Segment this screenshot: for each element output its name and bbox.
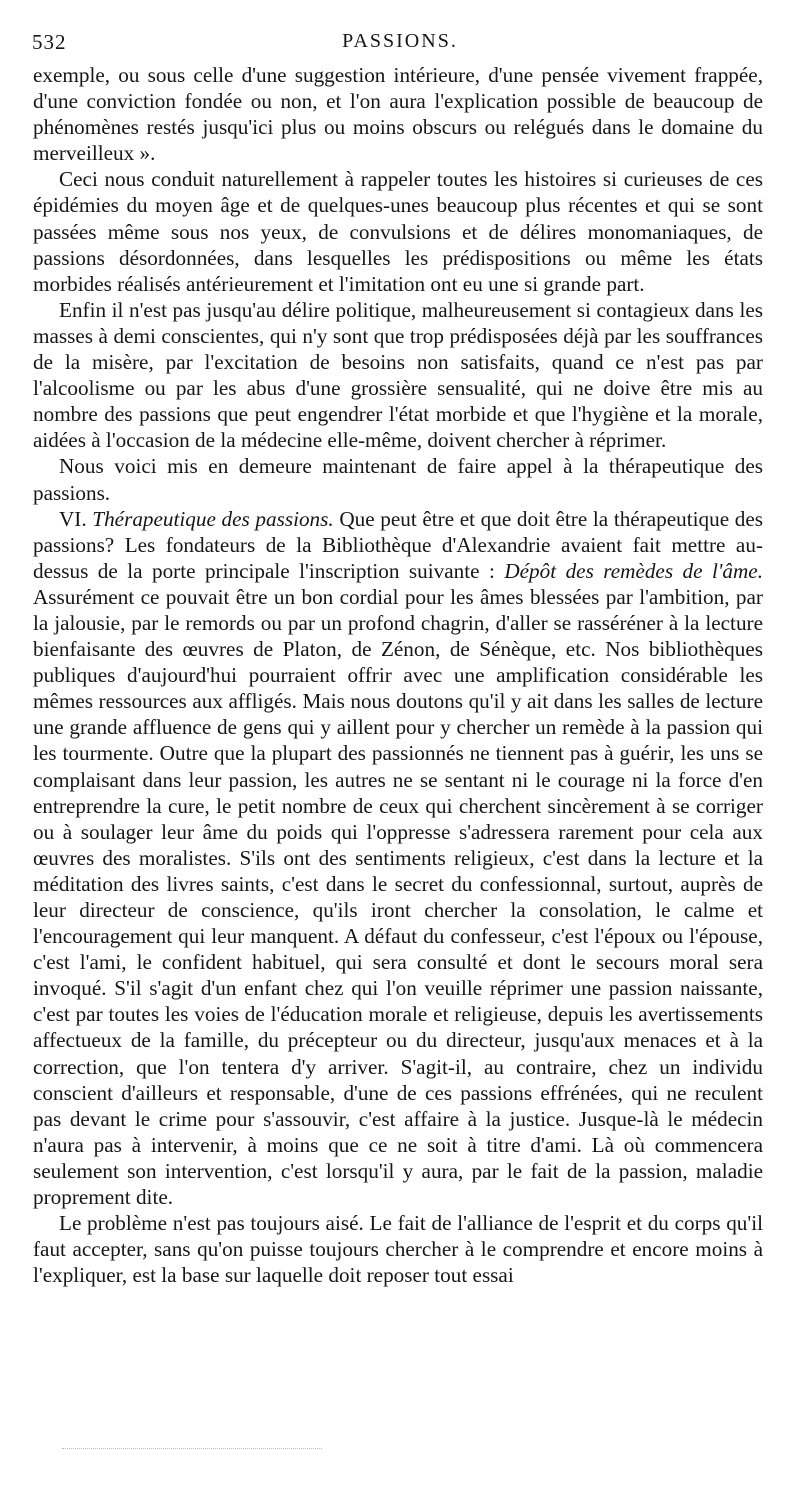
paragraph-continuation: exemple, ou sous celle d'une suggestion intérieure, d'une pensée vivement frappée, d'une conviction fondée ou non, et l'on aura l'explication possible de beaucoup de phénomènes restés jusqu'ici plus ou moins obscurs ou relégués dans le domaine du merveilleux ».	[33, 63, 763, 166]
section-number: VI.	[59, 506, 87, 531]
page-number: 532	[32, 30, 67, 54]
running-head	[32, 30, 768, 56]
paragraph-problem: Le problème n'est pas toujours aisé. Le fait de l'alliance de l'esprit et du corps qu'il faut accepter, sans qu'on puisse toujours chercher à le comprendre et encore moins à l'expliquer, est la base sur laquelle doit reposer tout essai	[33, 1211, 763, 1288]
paragraph-transition: Nous voici mis en demeure maintenant de faire appel à la thérapeutique des passions.	[33, 454, 763, 505]
paragraph-section-vi	[33, 506, 763, 1211]
footer-rule	[62, 1448, 322, 1451]
inscription-quote: Dépôt des remèdes de l'âme.	[504, 558, 764, 583]
section-text-intro: Que peut être et que doit être la thérapeutique des passions? Les fondateurs de la Bibliothèque d'Alexandrie avaient fait mettre au-dessus de la porte principale l'inscription suivante :	[33, 506, 763, 583]
paragraph-political-delirium: Enfin il n'est pas jusqu'au délire politique, malheureusement si contagieux dans les masses à demi conscientes, qui n'y sont que trop prédisposées déjà par les souffrances de la misère, par l'excitation de besoins non satisfaits, quand ce n'est pas par l'alcoolisme ou par les abus d'une grossière sensualité, qui ne doive être mis au nombre des passions que peut engendrer l'état morbide et que l'hygiène et la morale, aidées à l'occasion de la médecine elle-même, doivent chercher à réprimer.	[33, 297, 763, 453]
paragraph-epidemics: Ceci nous conduit naturellement à rappeler toutes les histoires si curieuses de ces épidémies du moyen âge et de quelques-unes beaucoup plus récentes et qui se sont passées même sous nos yeux, de convulsions et de délires monomaniaques, de passions désordonnées, dans lesquelles les prédispositions ou même les états morbides réalisés antérieurement et l'imitation ont eu une si grande part.	[33, 167, 763, 296]
body-text	[33, 62, 763, 1288]
running-title: PASSIONS.	[342, 30, 458, 52]
section-text-body: Assurément ce pouvait être un bon cordial pour les âmes blessées par l'ambition, par la jalousie, par le remords ou par un profond chagrin, d'aller se rasséréner à la lecture bienfaisante des œuvres de Platon, de Zénon, de Sénèque, etc. Nos bibliothèques publiques d'aujourd'hui pourraient offrir avec une amplification considérable les mêmes ressources aux affligés. Mais nous doutons qu'il y ait dans les salles de lecture une grande affluence de gens qui y aillent pour y chercher un remède à la passion qui les tourmente. Outre que la plupart des passionnés ne tiennent pas à guérir, les uns se complaisant dans leur passion, les autres ne se sentant ni le courage ni la force d'en entreprendre la cure, le petit nombre de ceux qui cherchent sincèrement à se corriger ou à soulager leur âme du poids qui l'oppresse s'adressera rarement pour cela aux œuvres des moralistes. S'ils ont des sentiments religieux, c'est dans la lecture et la méditation des livres saints, c'est dans le secret du confessionnal, surtout, auprès de leur directeur de conscience, qu'ils iront chercher la consolation, le calme et l'encouragement qui leur manquent. A défaut du confesseur, c'est l'époux ou l'épouse, c'est l'ami, le confident habituel, qui sera consulté et dont le secours moral sera invoqué. S'il s'agit d'un enfant chez qui l'on veuille réprimer une passion naissante, c'est par toutes les voies de l'éducation morale et religieuse, depuis les avertissements affectueux de la famille, du précepteur ou du directeur, jusqu'aux menaces et à la correction, que l'on tentera d'y arriver. S'agit-il, au contraire, chez un individu conscient d'ailleurs et responsable, d'une de ces passions effrénées, qui ne reculent pas devant le crime pour s'assouvir, c'est affaire à la justice. Jusque-là le médecin n'aura pas à intervenir, à moins que ce ne soit à titre d'ami. Là où commencera seulement son intervention, c'est lorsqu'il y aura, par le fait de la passion, maladie proprement dite.	[33, 584, 763, 1210]
section-title: Thérapeutique des passions.	[92, 506, 334, 531]
